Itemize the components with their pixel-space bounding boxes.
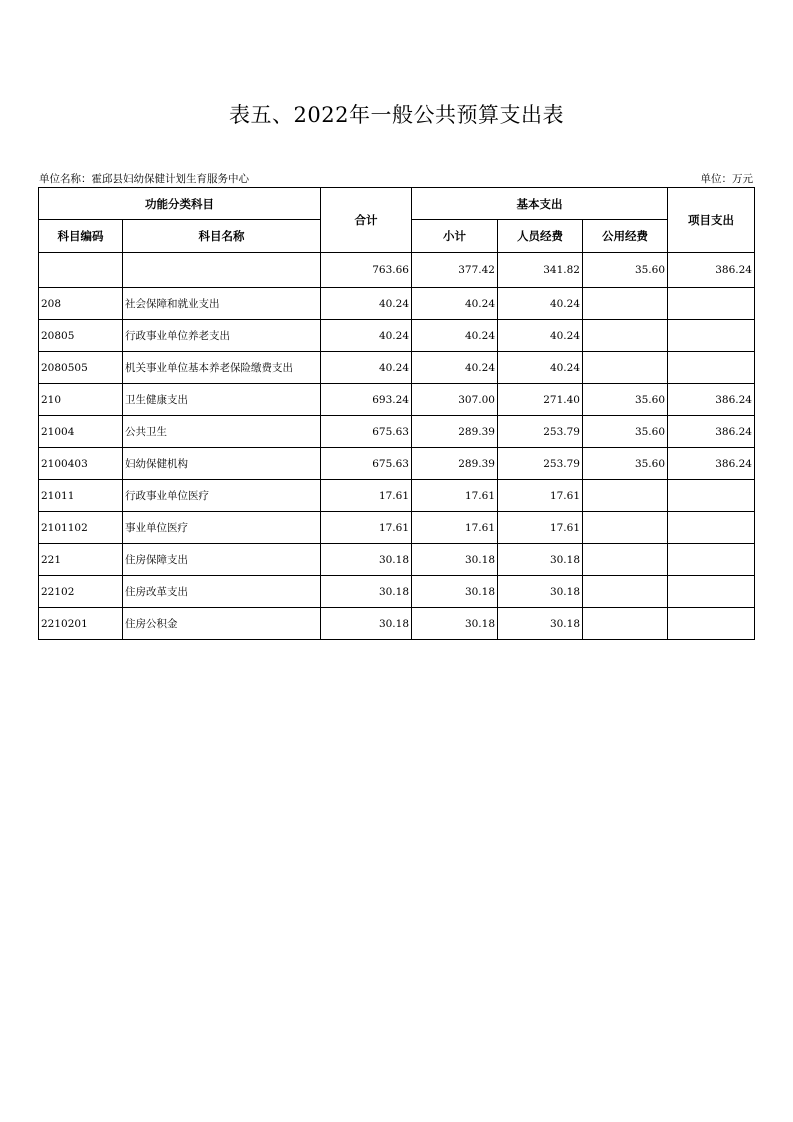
cell-code: 21004 <box>39 416 123 448</box>
cell-personnel: 30.18 <box>498 576 583 608</box>
cell-code: 221 <box>39 544 123 576</box>
header-subtotal: 小计 <box>412 220 498 253</box>
cell-code: 208 <box>39 288 123 320</box>
cell-total: 675.63 <box>321 448 412 480</box>
cell-public <box>583 288 668 320</box>
cell-total: 17.61 <box>321 512 412 544</box>
currency-unit: 单位：万元 <box>700 173 753 185</box>
cell-name: 住房保障支出 <box>123 544 321 576</box>
cell-public <box>583 576 668 608</box>
table-row <box>39 448 755 480</box>
cell-name: 事业单位医疗 <box>123 512 321 544</box>
cell-public <box>583 512 668 544</box>
cell-name: 公共卫生 <box>123 416 321 448</box>
header-project-expenditure: 项目支出 <box>668 188 755 253</box>
table-row <box>39 320 755 352</box>
cell-total: 675.63 <box>321 416 412 448</box>
page-title: 表五、2022年一般公共预算支出表 <box>229 103 564 127</box>
cell-name <box>123 253 321 288</box>
header-code: 科目编码 <box>39 220 123 253</box>
cell-code: 2210201 <box>39 608 123 640</box>
header-functional-classification: 功能分类科目 <box>39 188 321 220</box>
cell-code: 2100403 <box>39 448 123 480</box>
header-personnel: 人员经费 <box>498 220 583 253</box>
cell-subtotal: 40.24 <box>412 288 498 320</box>
cell-total: 40.24 <box>321 352 412 384</box>
cell-code: 21011 <box>39 480 123 512</box>
cell-subtotal: 17.61 <box>412 512 498 544</box>
cell-project <box>668 320 755 352</box>
cell-total: 30.18 <box>321 544 412 576</box>
cell-personnel: 40.24 <box>498 320 583 352</box>
cell-subtotal: 289.39 <box>412 448 498 480</box>
unit-info-row <box>39 171 753 187</box>
cell-total: 693.24 <box>321 384 412 416</box>
cell-project <box>668 288 755 320</box>
table-row <box>39 608 755 640</box>
header-basic-expenditure: 基本支出 <box>412 188 668 220</box>
table-row <box>39 384 755 416</box>
cell-personnel: 17.61 <box>498 512 583 544</box>
header-public: 公用经费 <box>583 220 668 253</box>
cell-total: 763.66 <box>321 253 412 288</box>
cell-code: 210 <box>39 384 123 416</box>
cell-subtotal: 40.24 <box>412 320 498 352</box>
cell-project <box>668 352 755 384</box>
cell-public: 35.60 <box>583 253 668 288</box>
header-total: 合计 <box>321 188 412 253</box>
unit-name: 单位名称：霍邱县妇幼保健计划生育服务中心 <box>39 173 249 185</box>
cell-subtotal: 307.00 <box>412 384 498 416</box>
cell-code: 20805 <box>39 320 123 352</box>
cell-code: 2101102 <box>39 512 123 544</box>
table-body <box>39 253 755 640</box>
cell-name: 行政事业单位医疗 <box>123 480 321 512</box>
table-row <box>39 288 755 320</box>
cell-project <box>668 480 755 512</box>
cell-subtotal: 30.18 <box>412 608 498 640</box>
table-row <box>39 253 755 288</box>
table-row <box>39 512 755 544</box>
cell-total: 30.18 <box>321 608 412 640</box>
cell-name: 社会保障和就业支出 <box>123 288 321 320</box>
cell-public: 35.60 <box>583 448 668 480</box>
cell-personnel: 40.24 <box>498 288 583 320</box>
cell-name: 卫生健康支出 <box>123 384 321 416</box>
cell-subtotal: 30.18 <box>412 576 498 608</box>
cell-public <box>583 608 668 640</box>
cell-public: 35.60 <box>583 384 668 416</box>
table-row <box>39 544 755 576</box>
cell-code: 22102 <box>39 576 123 608</box>
cell-public <box>583 352 668 384</box>
cell-personnel: 30.18 <box>498 544 583 576</box>
cell-total: 40.24 <box>321 288 412 320</box>
cell-personnel: 253.79 <box>498 416 583 448</box>
cell-public: 35.60 <box>583 416 668 448</box>
cell-subtotal: 17.61 <box>412 480 498 512</box>
cell-personnel: 341.82 <box>498 253 583 288</box>
cell-subtotal: 30.18 <box>412 544 498 576</box>
cell-name: 妇幼保健机构 <box>123 448 321 480</box>
cell-personnel: 40.24 <box>498 352 583 384</box>
cell-public <box>583 320 668 352</box>
cell-project <box>668 608 755 640</box>
cell-project <box>668 544 755 576</box>
table-row <box>39 352 755 384</box>
table-row <box>39 416 755 448</box>
cell-project: 386.24 <box>668 448 755 480</box>
cell-subtotal: 40.24 <box>412 352 498 384</box>
cell-public <box>583 480 668 512</box>
cell-subtotal: 289.39 <box>412 416 498 448</box>
cell-total: 40.24 <box>321 320 412 352</box>
cell-code <box>39 253 123 288</box>
cell-subtotal: 377.42 <box>412 253 498 288</box>
cell-project <box>668 576 755 608</box>
cell-code: 2080505 <box>39 352 123 384</box>
header-name: 科目名称 <box>123 220 321 253</box>
cell-project <box>668 512 755 544</box>
cell-name: 行政事业单位养老支出 <box>123 320 321 352</box>
cell-project: 386.24 <box>668 253 755 288</box>
cell-total: 17.61 <box>321 480 412 512</box>
cell-name: 机关事业单位基本养老保险缴费支出 <box>123 352 321 384</box>
cell-project: 386.24 <box>668 416 755 448</box>
cell-name: 住房公积金 <box>123 608 321 640</box>
cell-name: 住房改革支出 <box>123 576 321 608</box>
cell-personnel: 30.18 <box>498 608 583 640</box>
budget-expenditure-table <box>38 187 755 640</box>
cell-personnel: 17.61 <box>498 480 583 512</box>
header-row-1 <box>39 188 755 220</box>
cell-public <box>583 544 668 576</box>
table-row <box>39 576 755 608</box>
cell-project: 386.24 <box>668 384 755 416</box>
cell-personnel: 253.79 <box>498 448 583 480</box>
cell-personnel: 271.40 <box>498 384 583 416</box>
table-row <box>39 480 755 512</box>
cell-total: 30.18 <box>321 576 412 608</box>
